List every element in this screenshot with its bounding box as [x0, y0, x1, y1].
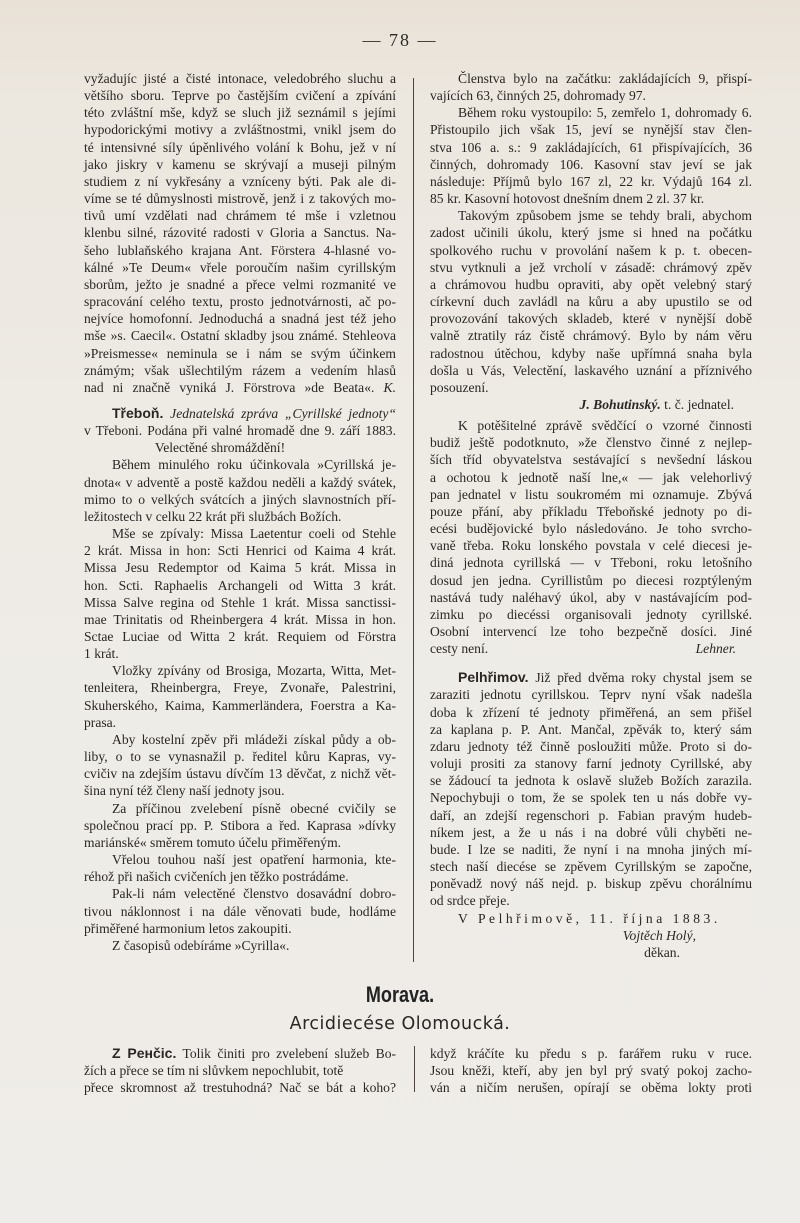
text-line: K potěšitelné zprávě svědčící o vzorné činnosti: [458, 418, 752, 434]
text-line: ván a ničím nerušen, opírají se oběma lokty proti: [430, 1080, 752, 1096]
text-line: Nepochybuji o tom, že se spolek ten u nás dobře vy-: [430, 790, 752, 806]
text-line: »Preismesse« neminula se i nám se svým účinkem: [84, 345, 396, 361]
text-line: víme se té důmyslnosti mistrově, jenž i z takových mo-: [84, 191, 396, 207]
place-heading: Třeboň.: [112, 404, 164, 421]
section-subtitle: Arcidiecése Olomoucká.: [289, 1014, 511, 1034]
section-title: Morava.: [365, 982, 435, 1007]
text-line: budiž ještě podotknuto, »že členstvo činné z nejlep-: [430, 435, 752, 451]
text-line: Vřelou touhou naší jest opatření harmonia, kte-: [112, 852, 396, 868]
text-line: provozování takových skladeb, které v nynější době: [430, 311, 752, 327]
text-line: radostnou útěchou, kdyby naše upřímná snaha byla: [430, 345, 752, 361]
text-line: diná jednota cyrillská — v Třeboni, roku letošního: [430, 555, 752, 571]
text-line: hypodorickými motivy a zvláštnostmi, vnikl jsem do: [84, 122, 396, 138]
paragraph: [84, 1062, 396, 1079]
text-line: Pak-li nám velectěné členstvo dosavádní dobro-: [112, 886, 396, 902]
right-column: [430, 70, 752, 961]
paragraph: [84, 885, 396, 936]
text-line: činných, dohromady 106. Kasovní stav jeví se jak: [430, 156, 752, 172]
text-line: dnota« v adventě a postě každou neděli a každý svátek,: [84, 474, 396, 490]
text-line: Tolik činiti pro zvelebení služeb Bo-: [182, 1046, 397, 1061]
paragraph: [430, 686, 752, 892]
text-line: vaně třeba. Roku lonského povstala v celé diecesi je-: [430, 538, 752, 554]
text-line: réhož při našich cvičeních jen těžko postrádáme.: [84, 869, 349, 885]
text-line: níkem jest, a že u nás i na dobré vůli chyběti ne-: [430, 824, 752, 840]
author-initial: K.: [383, 379, 396, 395]
text-line: nad ni značně vyniká J. Förstrova »de Beata«.: [84, 379, 375, 395]
signer-name: Lehner.: [695, 641, 736, 657]
signature-bohutinsky: [430, 396, 752, 413]
text-line: Missa Jesu Redemptor od Kaima 5 krát. Missa in: [84, 560, 396, 576]
text-line: tivů umí vzdělati nad chrámem té mše i vzletnou: [84, 208, 396, 224]
text-line: Sctae Luciae od Witta 2 krát. Requiem od Förstra: [84, 629, 396, 644]
paragraph: [84, 851, 396, 885]
text-line: církevní duch zavládl na kůru a aby upustilo se od: [430, 294, 752, 310]
left-column: [84, 70, 396, 954]
text-line: společnou prací pp. P. Stibora a řed. Kaprasa »dívky: [84, 817, 396, 833]
text-line: zaraziti jednotu cyrillskou. Teprv nyní však nadešla: [430, 687, 752, 703]
text-line: Přistoupilo jich však 15, jeví se nynější stav člen-: [430, 122, 752, 138]
text-line: mariánské« směrem tomuto účelu přiměřeným.: [84, 834, 342, 850]
salutation: Velectěné shromáždění!: [154, 440, 286, 456]
place-heading: Z Pенčic.: [112, 1045, 177, 1061]
text-line: Osobní intervencí lze toho bezpečně dosíci. Jiné: [430, 624, 752, 639]
text-line: ších tříd obyvatelstva sestávající s nevšední láskou: [430, 452, 752, 468]
text-line: daří, an zdejší regenschori p. Fabian pravým hudeb-: [430, 807, 752, 823]
text-line: spracování celého textu, prosto jednotvárnosti, ač po-: [84, 294, 396, 310]
text-line: spolkového ruchu v provolání našem k p. t. obecen-: [430, 242, 752, 258]
closing-line: [430, 640, 752, 657]
paragraph: [84, 731, 396, 800]
pelhrimov-first-line: [430, 669, 752, 686]
text-line: sborům, ježto je snadné a přece velmi rozmanité ve: [84, 276, 396, 292]
signer-name: J. Bohutinský.: [579, 396, 661, 412]
report-title: Jednatelská zpráva „Cyrillské jednoty“: [170, 405, 397, 421]
text-line: Již před dvěma roky chystal jsem se: [535, 670, 752, 686]
text-line: známým; však ušlechtilým rázem a vedením hlasů: [84, 362, 396, 378]
text-line: Aby kostelní zpěv při mládeži získal půdy a ob-: [112, 731, 396, 747]
paragraph: [430, 70, 752, 104]
text-line: mimo to o velkých svátcích a jiných slavnostních pří-: [84, 491, 396, 507]
text-line: valně ztratily ráz čistě chrámový. Bylo by nám věru: [430, 328, 752, 344]
signer-role: t. č. jednatel.: [664, 396, 734, 412]
text-line: ecési budějovické bylo následováno. Je toho svrcho-: [430, 521, 752, 537]
text-line: nastává tudy naléhavý úkol, aby v nastávajícím pod-: [430, 589, 752, 605]
text-line: 1 krát.: [84, 646, 119, 662]
text-line: zadost učinili úkolu, který jsme si hned na počátku: [430, 225, 752, 241]
text-line: poněvadž nový náš nejd. p. biskup zpěvu chorálnímu: [430, 876, 752, 892]
place-heading: Pelhřimov.: [458, 669, 529, 686]
signer-role: děkan.: [644, 944, 680, 960]
column-divider: [414, 1046, 415, 1092]
text-line: Missa Salve regina od Stehle 1 krát. Missa sanctissi-: [84, 594, 396, 610]
text-line: ležitostech v celku 22 krát při službách Božích.: [84, 508, 342, 524]
text-line: mae Trinitatis od Rheinbergera 4 krát. Missa in hon.: [84, 611, 396, 627]
intro-paragraph: [84, 70, 396, 379]
text-line: Během minulého roku účinkovala »Cyrillská je-: [112, 457, 396, 473]
text-line: dosud jen jedna. Cyrillistům po diecesi rozptýleným: [430, 572, 752, 588]
paragraph: [84, 800, 396, 851]
text-line: a chrámovou hudbu opraviti, aby opět velebný starý: [430, 276, 752, 292]
text-line: nejvíce homofonní. Jednoduchá a snadná jest též jeho: [84, 311, 396, 327]
bottom-right-column: [430, 1045, 752, 1096]
text-line: Jsou kněži, kteří, aby jen byl prý svatý pokoj zacho-: [430, 1063, 752, 1079]
text-line: stvu vytknuli a jež vrcholí v zásadě: chrámový zpěv: [430, 259, 752, 275]
text-line: stech naší diecése se zpěvem Cyrillským se započne,: [430, 859, 752, 875]
text-line: Vložky zpívány od Brosiga, Mozarta, Witta, Met-: [112, 663, 396, 679]
text-line: většího sboru. Teprve po častějším cvičení a zpívání: [84, 88, 396, 104]
text-line: doba k zřízení té jednoty přiměřená, an sem přišel: [430, 704, 752, 720]
text-line: posouzení.: [430, 379, 489, 395]
text-line: se žádoucí ta jednota k oslavě služeb Božích zarazila.: [430, 773, 752, 789]
pencic-first-line: [84, 1045, 396, 1062]
text-line: tivou náklonnost i na dále věnovati bude, hodláme: [84, 903, 396, 919]
text-line: jako jiskry v kamenu se skrývají a museji pilným: [84, 156, 396, 172]
text-line: hon. Scti. Raphaelis Archangeli od Witta 3 krát.: [84, 577, 396, 593]
text-line: této zvláštní mše, když se sluch již seznámil s jejími: [84, 105, 396, 121]
text-line: Skuherského, Kaima, Kammerländera, Foerstra a Ka-: [84, 697, 396, 713]
text-line: vyžadujíc jisté a čisté intonace, veledobrého sluchu a: [84, 71, 396, 86]
text-line: prasa.: [84, 714, 117, 730]
text-line: zdaru jednoty též činně posloužiti může. Proto si do-: [430, 738, 752, 754]
intro-last-line: [84, 379, 396, 396]
report-subtitle: v Třeboni. Podána při valné hromadě dne 9. září 1883.: [84, 423, 396, 439]
signer-name: Vojtěch Holý,: [622, 927, 696, 943]
text-line: přece skromnost až trestuhodná? Nač se bát a koho?: [84, 1080, 396, 1096]
text-line: voluji prositi za stanovy farní jednoty Cyrillské, aby: [430, 756, 752, 772]
text-line: pouze přání, aby příkladu Třeboňské jednoty po di-: [430, 503, 752, 519]
text-line: klenbu silné, rázovité radosti v Gloria a Sanctus. Na-: [84, 225, 396, 241]
text-line: došla u Vás, Velectění, laskavého uznání a příznivého: [430, 362, 752, 378]
text-line: 2 krát. Missa in hon: Scti Henrici od Kaima 4 krát.: [84, 543, 396, 559]
bottom-left-column: [84, 1045, 396, 1096]
text-line: Členstva bylo na začátku: zakládajících 9, přispí-: [458, 71, 752, 86]
page-number: — 78 —: [362, 30, 438, 50]
text-line: zimku po diecéssi organisovali jednoty cyrillské.: [430, 606, 752, 622]
text-line: když kráčíte ku předu s p. farářem ruku v ruce.: [430, 1046, 752, 1061]
text-line: stva 106 a. s.: 9 zakládajících, 61 přispívajících, 36: [430, 139, 752, 155]
text-line: Mše se zpívaly: Missa Laetentur coeli od Stehle: [112, 526, 396, 542]
text-line: přiměřené harmonium letos zakoupiti.: [84, 920, 292, 936]
text-line: a ochotou k jednotě naší lne,« — jak velehorlivý: [430, 469, 752, 485]
paragraph: [430, 207, 752, 396]
column-divider: [413, 78, 414, 962]
text-line: té intensivné síly úpěnlivého volání k Bohu, jež v ní: [84, 139, 396, 155]
paragraph: [430, 417, 752, 640]
text-line: následuje: Příjmů bylo 167 zl, 22 kr. Výdajů 164 zl.: [430, 173, 752, 189]
text-line: cesty není.: [430, 641, 489, 657]
text-line: kálné »Te Deum« vřele poroučím našim cyrillským: [84, 259, 396, 275]
text-line: mše »s. Caecil«. Ostatní skladby jsou známé. Stehleova: [84, 328, 396, 344]
text-line: cvičiv na zdejším ústavu dívčím 13 děvčat, z nichž vět-: [84, 766, 396, 782]
paragraph: [84, 525, 396, 662]
text-line: žích a přece se tím ni slůvkem nepochlubit, totě: [84, 1063, 344, 1079]
text-line: studiem z ní vykřesány a vzníceny býti. Pak ale di-: [84, 173, 396, 189]
paragraph: [84, 456, 396, 525]
text-line: liby, o to se vynasnažil p. ředitel kůru Kapras, vy-: [84, 749, 396, 765]
text-line: za kaplana p. P. Ant. Mančal, zpěvák to, který sám: [430, 721, 752, 737]
paragraph: [430, 104, 752, 207]
text-line: Takovým způsobem jsme se tehdy brali, abychom: [458, 208, 752, 224]
text-line: bude. I lze se naditi, že nyní i na mnoha jiných mí-: [430, 841, 752, 857]
dateline: V Pelhřimově, 11. října 1883.: [458, 910, 721, 926]
text-line: pan jednatel v listu soukromém mi oznamuje. Zbývá: [430, 486, 752, 502]
paragraph: Z časopisů odebíráme »Cyrilla«.: [112, 937, 290, 953]
text-line: šeho lublaňského krajana Ant. Förstera 4-hlasné vo-: [84, 242, 396, 258]
text-line: 85 kr. Kasovní hotovost dnešním dnem 2 zl. 37 kr.: [430, 191, 705, 207]
text-line: Za příčinou zvelebení písně obecné cvičily se: [112, 800, 396, 816]
text-line: od srdce přeje.: [430, 893, 510, 909]
text-line: šina nyní též členy naší jednoty jsou.: [84, 783, 285, 799]
paragraph: [430, 1045, 752, 1096]
text-line: Během roku vystoupilo: 5, zemřelo 1, dohromady 6.: [458, 105, 752, 121]
trebon-heading: [84, 405, 396, 422]
text-line: tenleitera, Rheinbergra, Freye, Zvonaře, Palestrini,: [84, 680, 396, 696]
paragraph: [84, 662, 396, 731]
text-line: vajících 63, činných 25, dohromady 97.: [430, 88, 646, 104]
